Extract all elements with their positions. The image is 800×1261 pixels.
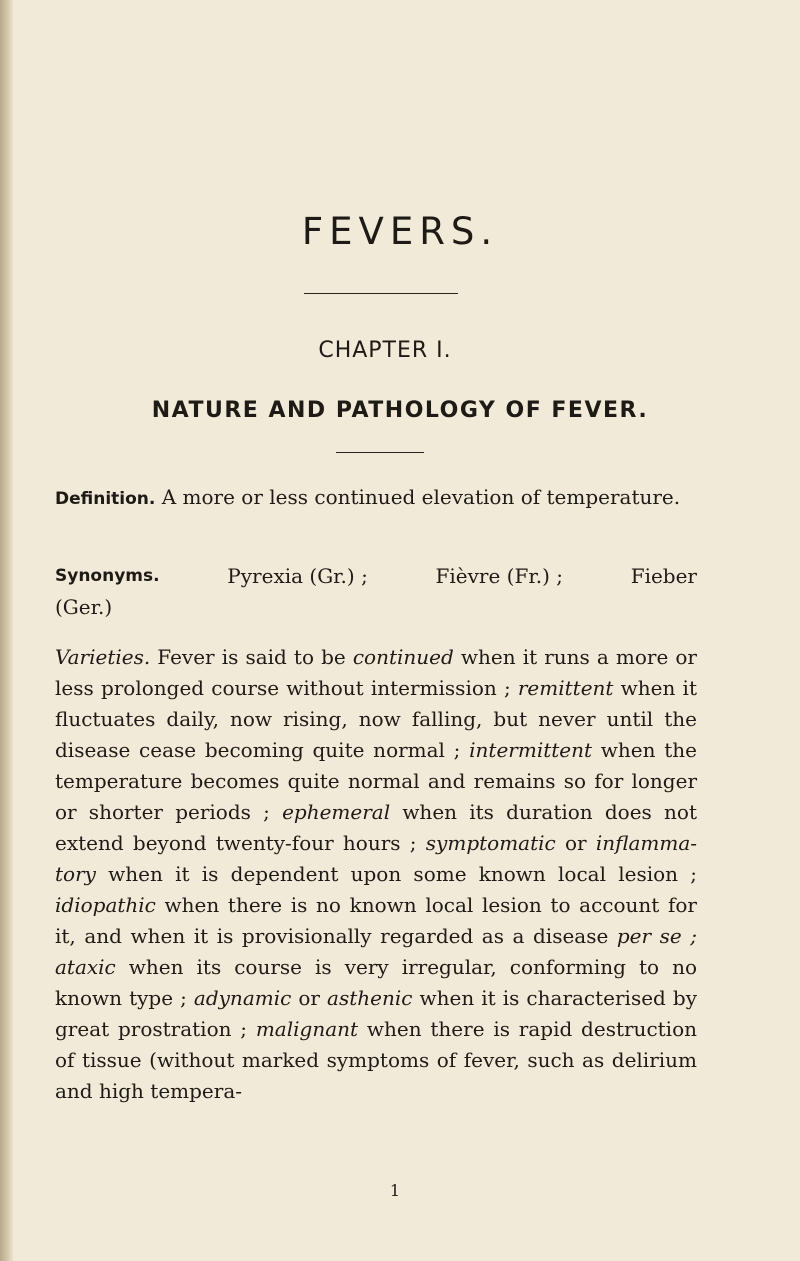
varieties-text: when there is no known local lesion to account for it, and when it is provisionally regarded as a disease	[55, 893, 697, 948]
varieties-text: when it is dependent upon some known local lesion ;	[95, 862, 697, 886]
varieties-text: when the temperature becomes quite normal and remains so for longer or shorter periods ;	[55, 738, 697, 824]
synonym-french: Fièvre (Fr.) ;	[435, 564, 563, 588]
term-continued: continued	[352, 645, 454, 669]
varieties-paragraph	[55, 642, 697, 1107]
varieties-text: when its duration does not extend beyond twenty-four hours ;	[55, 800, 697, 855]
definition-label: Definition.	[55, 489, 156, 509]
varieties-label: Varieties.	[55, 645, 151, 669]
term-idiopathic: idiopathic	[55, 893, 156, 917]
definition-paragraph	[55, 482, 697, 515]
page-binding-edge	[0, 0, 14, 1261]
chapter-divider	[336, 452, 424, 453]
chapter-label: CHAPTER I.	[318, 338, 452, 363]
varieties-text: when there is rapid destruction of tissue (without marked symptoms of fever, such as delirium and high tempera-	[55, 1017, 697, 1103]
definition-text: A more or less continued elevation of temperature.	[155, 485, 681, 509]
varieties-text: Fever is said to be	[150, 645, 353, 669]
term-per-se-ataxic: per se ; ataxic	[55, 924, 697, 979]
varieties-text: when it is characterised by great prostration ;	[55, 986, 698, 1041]
term-intermittent: intermittent	[469, 738, 593, 762]
varieties-text: or	[291, 986, 328, 1010]
term-malignant: malignant	[255, 1017, 359, 1041]
book-title: FEVERS.	[301, 210, 499, 253]
title-divider	[304, 293, 458, 294]
synonyms-line	[55, 561, 697, 592]
synonyms-label: Synonyms.	[55, 566, 160, 586]
varieties-text: when its course is very irregular, conforming to no known type ;	[55, 955, 697, 1010]
term-ephemeral: ephemeral	[282, 800, 391, 824]
synonyms-continuation: (Ger.)	[55, 595, 113, 619]
page-number: 1	[389, 1181, 401, 1200]
synonyms-paragraph	[55, 561, 697, 623]
varieties-text: when it runs a more or less prolonged course without intermission ;	[55, 645, 697, 700]
chapter-title: NATURE AND PATHOLOGY OF FEVER.	[151, 398, 649, 423]
varieties-text: when it fluctuates daily, now rising, now falling, but never until the disease cease becoming quite normal ;	[55, 676, 697, 762]
varieties-text: or	[555, 831, 596, 855]
term-asthenic: asthenic	[327, 986, 413, 1010]
synonym-greek: Pyrexia (Gr.) ;	[227, 564, 368, 588]
term-remittent: remittent	[517, 676, 614, 700]
synonym-german: Fieber	[630, 564, 697, 588]
term-inflammatory: inflamma-tory	[55, 831, 697, 886]
term-symptomatic: symptomatic	[425, 831, 556, 855]
term-adynamic: adynamic	[193, 986, 292, 1010]
